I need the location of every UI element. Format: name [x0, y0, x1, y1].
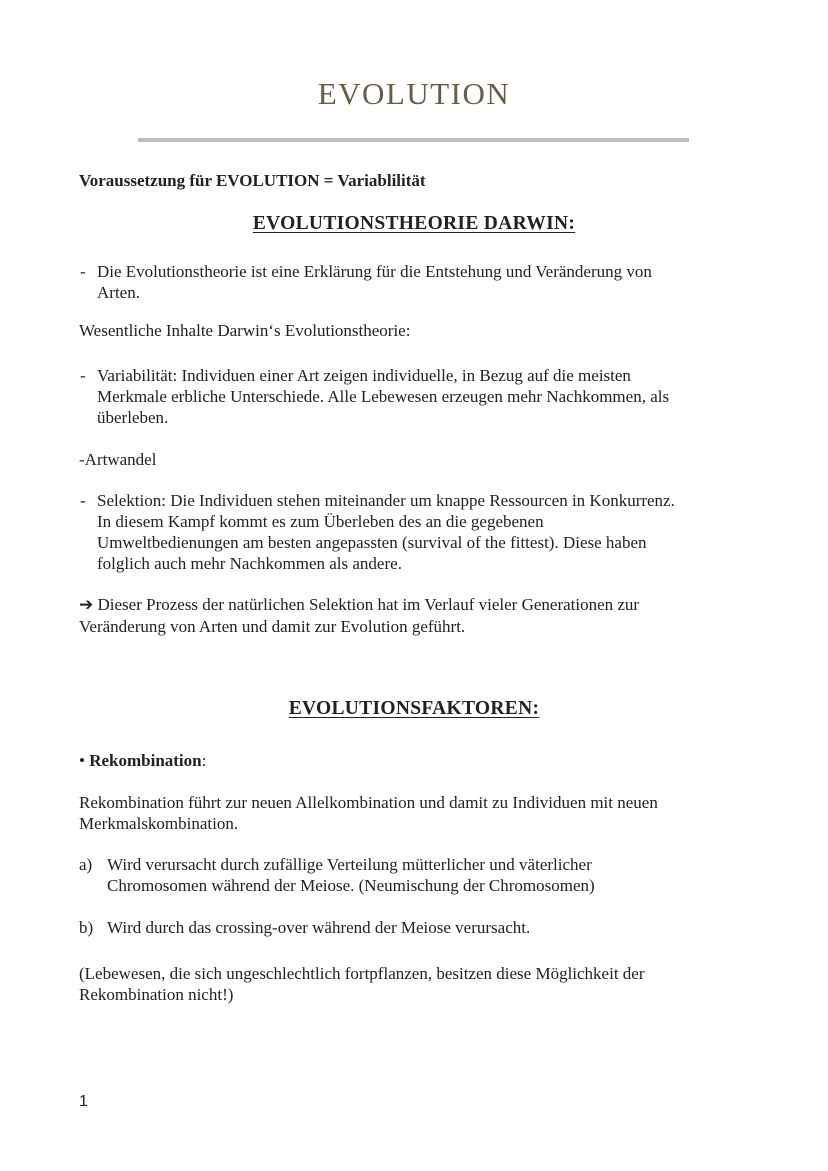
item-a-marker: a)	[79, 855, 93, 874]
theory-definition-line2: Arten.	[97, 283, 140, 302]
page-title: EVOLUTION	[317, 76, 511, 111]
item-b-line1: Wird durch das crossing-over während der Meiose verursacht.	[107, 918, 531, 937]
bullet-dash: -	[80, 366, 86, 385]
bullet-dash: -	[80, 491, 86, 510]
recombination-colon: :	[201, 751, 207, 770]
contents-intro: Wesentliche Inhalte Darwin‘s Evolutionstheorie:	[79, 321, 411, 340]
recombination-line2: Merkmalskombination.	[79, 814, 239, 833]
item-a-line1: Wird verursacht durch zufällige Verteilung mütterlicher und väterlicher	[107, 855, 592, 874]
variability-line1: Variabilität: Individuen einer Art zeigen individuelle, in Bezug auf die meisten	[97, 366, 631, 385]
item-b-marker: b)	[79, 918, 94, 937]
prerequisite-line: Voraussetzung für EVOLUTION = Variablilität	[79, 171, 426, 190]
selection-line2: In diesem Kampf kommt es zum Überleben des an die gegebenen	[97, 512, 544, 531]
item-a-line2: Chromosomen während der Meiose. (Neumischung der Chromosomen)	[107, 876, 595, 895]
bullet-dash: -	[80, 262, 86, 281]
note-line2: Rekombination nicht!)	[79, 985, 234, 1004]
theory-definition-line1: Die Evolutionstheorie ist eine Erklärung für die Entstehung und Veränderung von	[97, 262, 652, 281]
darwin-heading: EVOLUTIONSTHEORIE DARWIN:	[252, 213, 576, 234]
selection-line4: folglich auch mehr Nachkommen als andere.	[97, 554, 402, 573]
recombination-line1: Rekombination führt zur neuen Allelkombination und damit zu Individuen mit neuen	[79, 793, 658, 812]
variability-line2: Merkmale erbliche Unterschiede. Alle Lebewesen erzeugen mehr Nachkommen, als	[97, 387, 670, 406]
recombination-label: Rekombination	[89, 751, 202, 770]
conclusion-line2: Veränderung von Arten und damit zur Evolution geführt.	[79, 617, 466, 636]
recombination-heading	[79, 750, 206, 771]
artwandel-line: -Artwandel	[79, 450, 157, 469]
factors-heading: EVOLUTIONSFAKTOREN:	[288, 698, 540, 719]
conclusion-line1: ➔ Dieser Prozess der natürlichen Selektion hat im Verlauf vieler Generationen zur	[79, 595, 640, 614]
title-divider	[138, 138, 689, 142]
selection-line1: Selektion: Die Individuen stehen miteinander um knappe Ressourcen in Konkurrenz.	[97, 491, 675, 510]
note-line1: (Lebewesen, die sich ungeschlechtlich fortpflanzen, besitzen diese Möglichkeit der	[79, 964, 645, 983]
page-number: 1	[79, 1093, 88, 1110]
selection-line3: Umweltbedienungen am besten angepassten (survival of the fittest). Diese haben	[97, 533, 647, 552]
bullet-icon: •	[79, 751, 85, 770]
variability-line3: überleben.	[97, 408, 169, 427]
